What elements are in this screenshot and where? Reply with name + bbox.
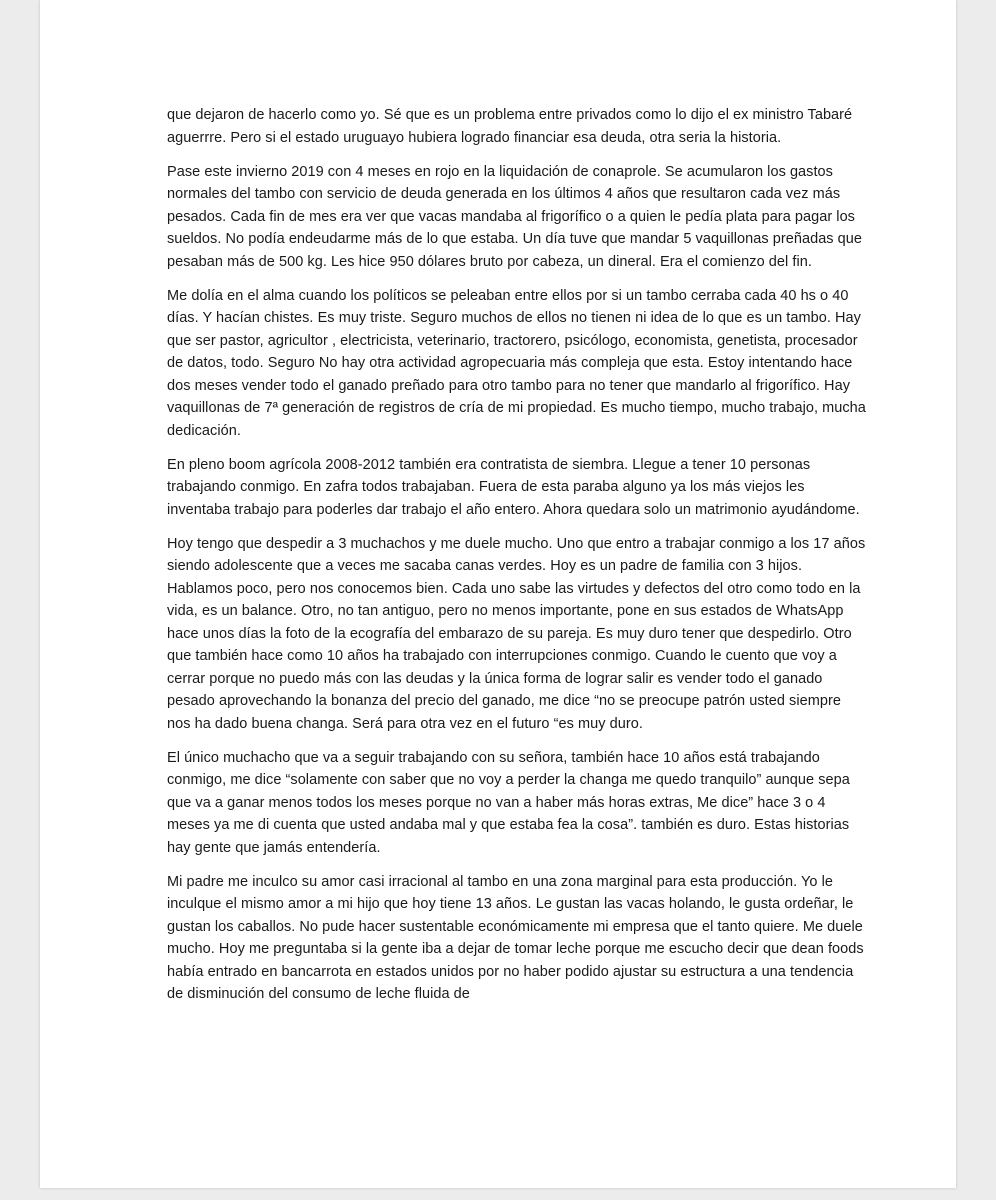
paragraph: Me dolía en el alma cuando los políticos se peleaban entre ellos por si un tambo cerraba cada 40 hs o 40 días. Y hacían chistes. Es muy triste. Seguro muchos de ellos no tienen ni idea de lo que es un tambo. Hay que ser pastor, agricultor , electricista, veterinario, tractorero, psicólogo, economista, genetista, procesador de datos, todo. Seguro No hay otra actividad agropecuaria más compleja que esta. Estoy intentando hace dos meses vender todo el ganado preñado para otro tambo para no tener que mandarlo al frigorífico. Hay vaquillonas de 7ª generación de registros de cría de mi propiedad. Es mucho tiempo, mucho trabajo, mucha dedicación. [167, 287, 866, 439]
document-body [167, 104, 867, 1017]
paragraph: Pase este invierno 2019 con 4 meses en rojo en la liquidación de conaprole. Se acumularon los gastos normales del tambo con servicio de deuda generada en los últimos 4 años que resultaron cada vez más pesados. Cada fin de mes era ver que vacas mandaba al frigorífico o a quien le pedía plata para pagar los sueldos. No podía endeudarme más de lo que estaba. Un día tuve que mandar 5 vaquillonas preñadas que pesaban más de 500 kg. Les hice 950 dólares bruto por cabeza, un dineral. Era el comienzo del fin. [167, 163, 863, 270]
paragraph: Mi padre me inculco su amor casi irracional al tambo en una zona marginal para esta producción. Yo le inculque el mismo amor a mi hijo que hoy tiene 13 años. Le gustan las vacas holando, le gusta ordeñar, le gustan los caballos. No pude hacer sustentable económicamente mi empresa que el tanto quiere. Me duele mucho. Hoy me preguntaba si la gente iba a dejar de tomar leche porque me escucho decir que dean foods había entrado en bancarrota en estados unidos por no haber podido ajustar su estructura a una tendencia de disminución del consumo de leche fluida de [167, 873, 864, 1002]
paragraph: Hoy tengo que despedir a 3 muchachos y me duele mucho. Uno que entro a trabajar conmigo a los 17 años siendo adolescente que a veces me sacaba canas verdes. Hoy es un padre de familia con 3 hijos. Hablamos poco, pero nos conocemos bien. Cada uno sabe las virtudes y defectos del otro como todo en la vida, es un balance. Otro, no tan antiguo, pero no menos importante, pone en sus estados de WhatsApp hace unos días la foto de la ecografía del embarazo de su pareja. Es muy duro tener que despedirlo. Otro que también hace como 10 años ha trabajado con interrupciones conmigo. Cuando le cuento que voy a cerrar porque no puedo más con las deudas y la única forma de lograr salir es vender todo el ganado pesado aprovechando la bonanza del precio del ganado, me dice “no se preocupe patrón usted siempre nos ha dado buena changa. Será para otra vez en el futuro “es muy duro. [167, 535, 866, 732]
document-page [40, 0, 956, 1188]
paragraph: En pleno boom agrícola 2008-2012 también era contratista de siembra. Llegue a tener 10 personas trabajando conmigo. En zafra todos trabajaban. Fuera de esta paraba alguno ya los más viejos les inventaba trabajo para poderles dar trabajo el año entero. Ahora quedara solo un matrimonio ayudándome. [167, 456, 860, 518]
paragraph: El único muchacho que va a seguir trabajando con su señora, también hace 10 años está trabajando conmigo, me dice “solamente con saber que no voy a perder la changa me quedo tranquilo” aunque sepa que va a ganar menos todos los meses porque no van a haber más horas extras, Me dice” hace 3 o 4 meses ya me di cuenta que usted andaba mal y que estaba fea la cosa”. también es duro. Estas historias hay gente que jamás entendería. [167, 749, 850, 856]
paragraph: que dejaron de hacerlo como yo. Sé que es un problema entre privados como lo dijo el ex ministro Tabaré aguerrre. Pero si el estado uruguayo hubiera logrado financiar esa deuda, otra seria la historia. [167, 107, 853, 146]
